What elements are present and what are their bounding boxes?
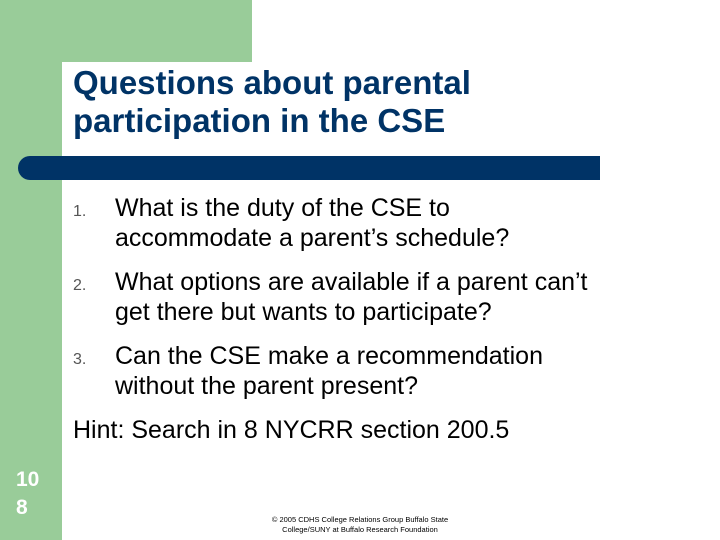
footer-line-1: © 2005 CDHS College Relations Group Buffalo State	[271, 515, 449, 524]
question-text-3-line-2: without the parent present?	[115, 372, 418, 400]
question-number-1: 1.	[73, 203, 87, 220]
title-line-1: Questions about parental	[73, 64, 471, 101]
question-text-2-line-1: What options are available if a parent can’t	[115, 268, 588, 296]
page-number	[16, 466, 50, 522]
question-item-2	[73, 267, 673, 327]
question-text-1-line-2: accommodate a parent’s schedule?	[115, 224, 510, 252]
hint-text: Hint: Search in 8 NYCRR section 200.5	[73, 416, 510, 444]
question-item-3	[73, 341, 673, 401]
question-item-1	[73, 193, 673, 253]
question-text-1-line-1: What is the duty of the CSE to	[115, 194, 450, 222]
footer-copyright	[240, 515, 480, 535]
question-list	[73, 193, 673, 401]
question-number-2: 2.	[73, 277, 87, 294]
page-number-line-1: 10	[16, 468, 40, 491]
page-number-line-2: 8	[16, 496, 28, 519]
question-text-3-line-1: Can the CSE make a recommendation	[115, 342, 543, 370]
question-text-2-line-2: get there but wants to participate?	[115, 298, 492, 326]
title-divider-bar	[18, 156, 600, 180]
question-number-3: 3.	[73, 351, 87, 368]
left-green-bar	[0, 0, 62, 540]
top-green-block	[0, 0, 252, 62]
footer-line-2: College/SUNY at Buffalo Research Foundation	[282, 525, 438, 534]
title-line-2: participation in the CSE	[73, 102, 446, 139]
slide-title	[73, 64, 633, 140]
